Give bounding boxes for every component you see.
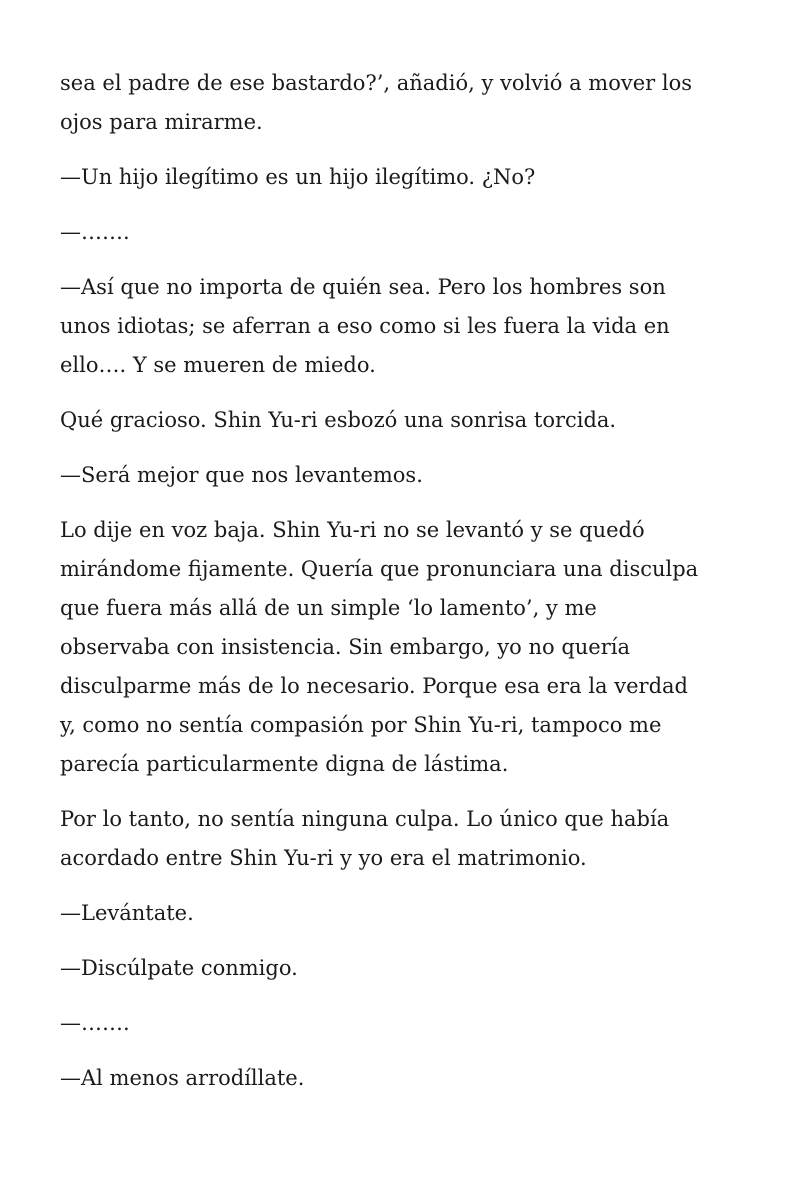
text-line: Por lo tanto, no sentía ninguna culpa. Lo único que había — [60, 807, 670, 831]
paragraph — [60, 158, 740, 197]
paragraph — [60, 401, 740, 440]
text-line: sea el padre de ese bastardo?’, añadió, y volvió a mover los — [60, 71, 692, 95]
text-line: —Un hijo ilegítimo es un hijo ilegítimo. ¿No? — [60, 165, 536, 189]
text-line: mirándome fijamente. Quería que pronunciara una disculpa — [60, 557, 699, 581]
text-line: —Así que no importa de quién sea. Pero los hombres son — [60, 275, 666, 299]
text-line: unos idiotas; se aferran a eso como si les fuera la vida en — [60, 314, 670, 338]
text-line: observaba con insistencia. Sin embargo, yo no quería — [60, 635, 630, 659]
paragraph — [60, 268, 740, 385]
text-line: —Discúlpate conmigo. — [60, 956, 298, 980]
text-line: —……. — [60, 1011, 130, 1035]
text-line: ello…. Y se mueren de miedo. — [60, 353, 376, 377]
paragraph — [60, 64, 740, 142]
text-line: —Será mejor que nos levantemos. — [60, 463, 423, 487]
text-line: parecía particularmente digna de lástima. — [60, 752, 509, 776]
text-line: —Levántate. — [60, 901, 194, 925]
paragraph — [60, 800, 740, 878]
paragraph — [60, 1059, 740, 1098]
paragraph — [60, 1004, 740, 1043]
text-line: acordado entre Shin Yu-ri y yo era el matrimonio. — [60, 846, 587, 870]
text-line: disculparme más de lo necesario. Porque esa era la verdad — [60, 674, 688, 698]
paragraph — [60, 894, 740, 933]
text-line: —……. — [60, 220, 130, 244]
text-line: y, como no sentía compasión por Shin Yu-ri, tampoco me — [60, 713, 662, 737]
paragraph — [60, 949, 740, 988]
paragraph — [60, 511, 740, 784]
text-line: —Al menos arrodíllate. — [60, 1066, 305, 1090]
text-line: ojos para mirarme. — [60, 110, 263, 134]
paragraph — [60, 213, 740, 252]
paragraph — [60, 456, 740, 495]
text-line: Lo dije en voz baja. Shin Yu-ri no se levantó y se quedó — [60, 518, 645, 542]
text-line: Qué gracioso. Shin Yu-ri esbozó una sonrisa torcida. — [60, 408, 617, 432]
text-line: que fuera más allá de un simple ‘lo lamento’, y me — [60, 596, 597, 620]
